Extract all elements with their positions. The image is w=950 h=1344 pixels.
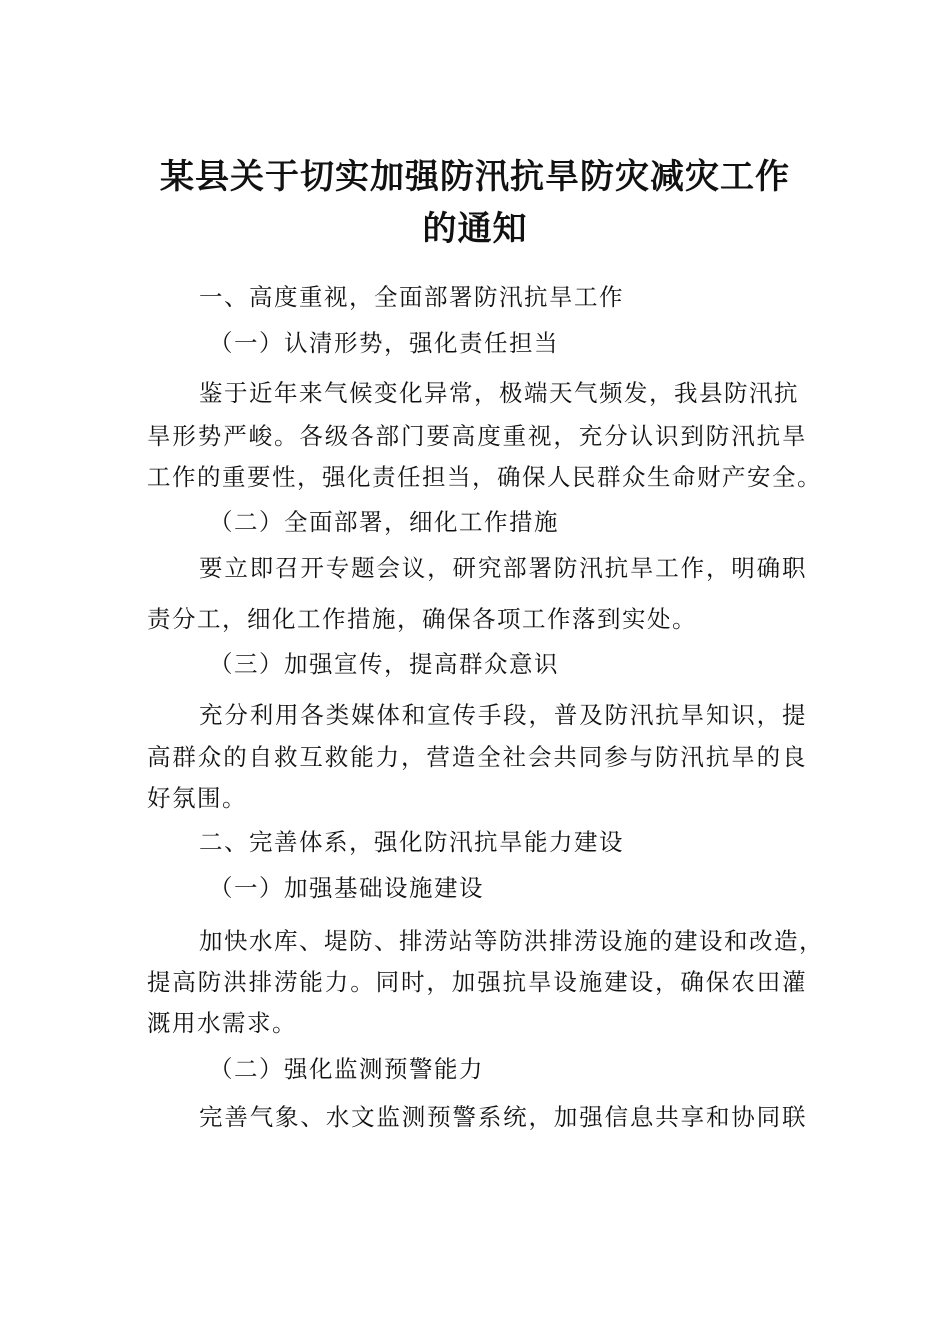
subsection-2-2-heading: （二）强化监测预警能力 (209, 1055, 484, 1083)
paragraph-line: 加快水库、堤防、排涝站等防洪排涝设施的建设和改造， (199, 927, 824, 955)
paragraph-line: 工作的重要性，强化责任担当，确保人民群众生命财产安全。 (147, 463, 822, 491)
paragraph-line: 鉴于近年来气候变化异常，极端天气频发，我县防汛抗 (199, 379, 799, 407)
paragraph-line: 好氛围。 (147, 784, 247, 812)
section-1-heading: 一、高度重视，全面部署防汛抗旱工作 (199, 283, 624, 311)
paragraph-line: 旱形势严峻。各级各部门要高度重视，充分认识到防汛抗旱 (147, 422, 807, 450)
document-title-line-1: 某县关于切实加强防汛抗旱防灾减灾工作 (160, 157, 790, 197)
paragraph-line: 充分利用各类媒体和宣传手段，普及防汛抗旱知识，提 (199, 701, 807, 729)
paragraph-line: 高群众的自救互救能力，营造全社会共同参与防汛抗旱的良 (147, 743, 807, 771)
section-2-heading: 二、完善体系，强化防汛抗旱能力建设 (199, 828, 624, 856)
document-title-line-2: 的通知 (422, 209, 528, 249)
paragraph-line: 要立即召开专题会议，研究部署防汛抗旱工作，明确职 (199, 554, 807, 582)
subsection-1-1-heading: （一）认清形势，强化责任担当 (209, 329, 559, 357)
paragraph-line: 提高防洪排涝能力。同时，加强抗旱设施建设，确保农田灌 (147, 968, 807, 996)
paragraph-line: 责分工，细化工作措施，确保各项工作落到实处。 (147, 605, 697, 633)
subsection-1-3-heading: （三）加强宣传，提高群众意识 (209, 650, 559, 678)
paragraph-line: 溉用水需求。 (147, 1009, 297, 1037)
subsection-2-1-heading: （一）加强基础设施建设 (209, 874, 484, 902)
paragraph-line: 完善气象、水文监测预警系统，加强信息共享和协同联 (199, 1103, 807, 1131)
subsection-1-2-heading: （二）全面部署，细化工作措施 (209, 508, 559, 536)
